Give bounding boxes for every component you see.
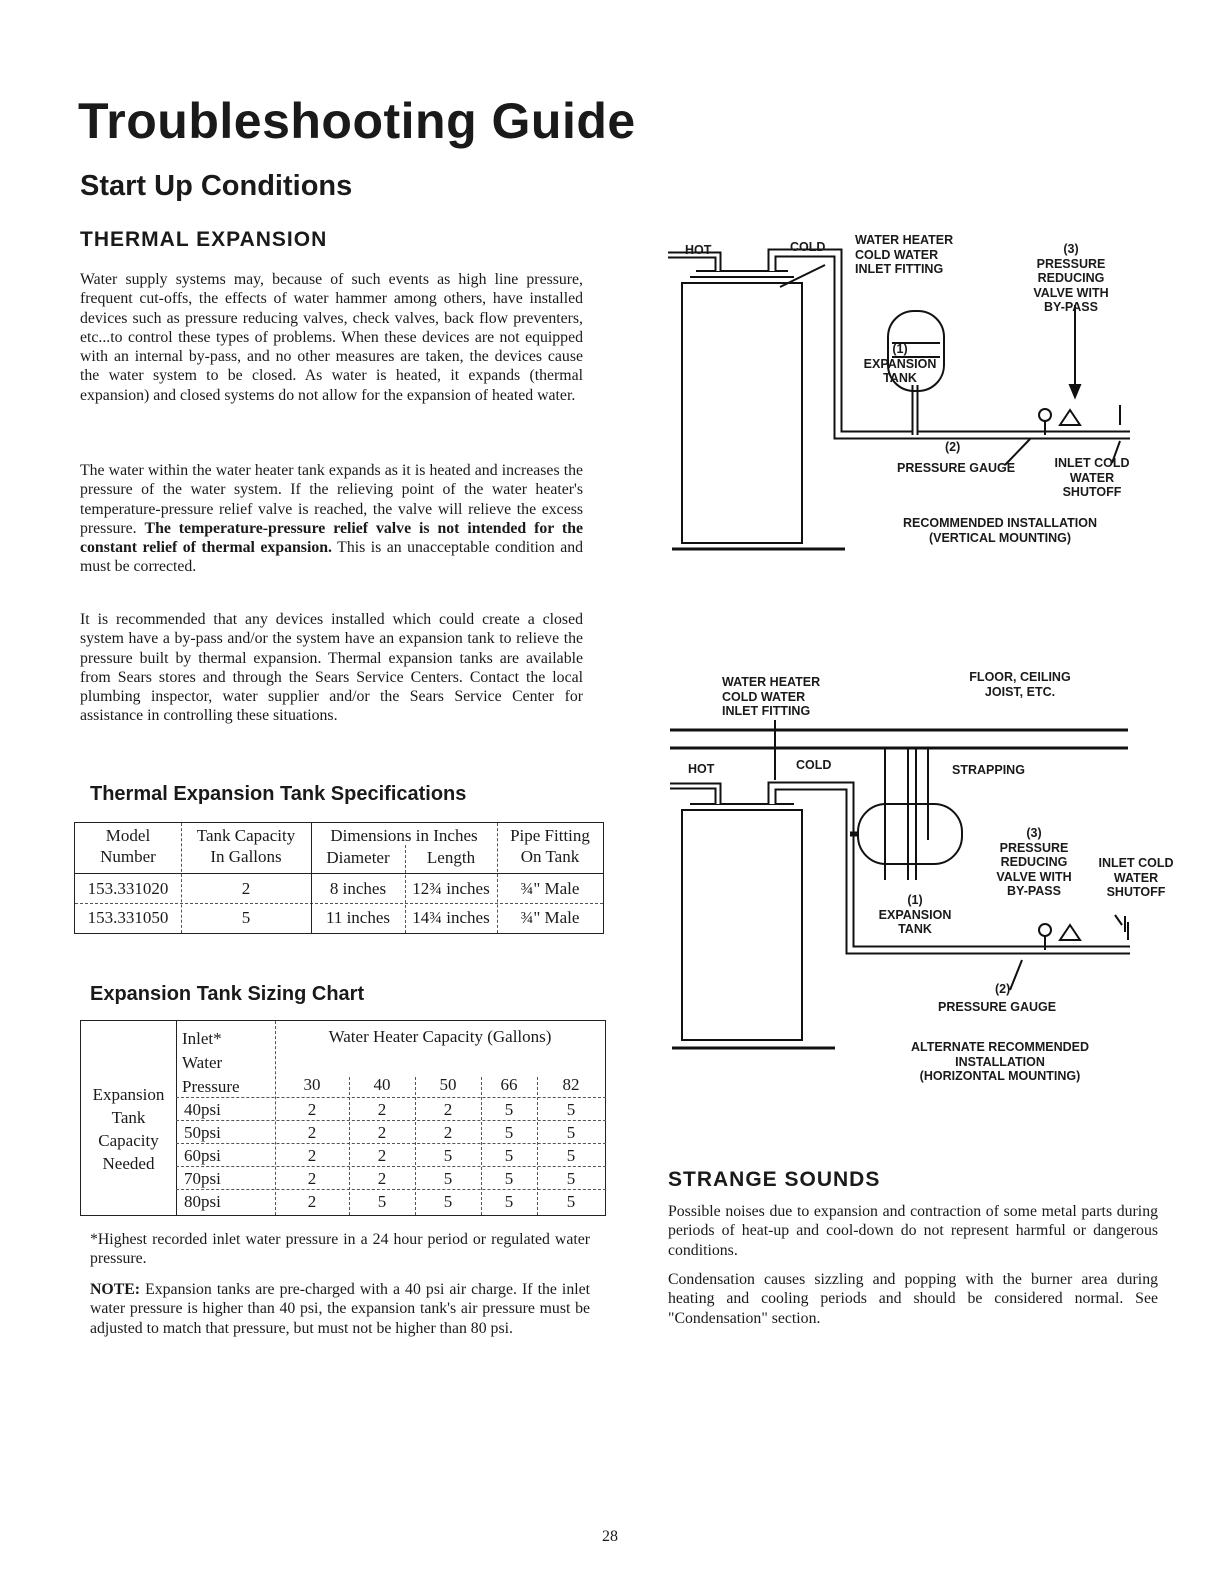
vertical-tank-line-1: (1) [892, 342, 908, 356]
sizing-row-label-3: Capacity [98, 1131, 159, 1150]
sizing-row-label-4: Needed [102, 1154, 155, 1173]
sizing-value-cell: 5 [443, 1169, 453, 1188]
horizontal-prv-line-3: REDUCING [1000, 855, 1068, 869]
sizing-capacity-40: 40 [373, 1075, 391, 1094]
sizing-pressure-cell: 60psi [184, 1146, 221, 1165]
spec-row-1-diameter: 8 inches [329, 879, 387, 898]
vertical-inlet-fitting-line-2: COLD WATER [855, 247, 939, 262]
spec-row-1-model: 153.331020 [87, 879, 169, 898]
thermal-expansion-paragraph-3: It is recommended that any devices installed which could create a closed system have a by-pass and/or the system have an expansion tank to relieve the pressure built by thermal expansion. Thermal expansion tanks are available from Sears stores and through the Sears Service Centers. Contact the local plumbing inspector, water supplier and/or the Sears Service Center for assistance in controlling these situations. [80, 611, 583, 725]
horizontal-shutoff-line-1: INLET COLD [1098, 856, 1174, 870]
sizing-pressure-cell: 40psi [184, 1100, 221, 1119]
sizing-capacity-30: 30 [303, 1075, 321, 1094]
sizing-value-cell: 2 [307, 1146, 317, 1165]
vertical-inlet-fitting-line-1: WATER HEATER [855, 233, 954, 247]
sizing-pressure-cell: 70psi [184, 1169, 221, 1188]
spec-row-1-fitting: ¾" Male [520, 879, 580, 898]
sizing-value-cell: 5 [504, 1100, 514, 1119]
horizontal-water-heater-tank [682, 810, 802, 1040]
vertical-shutoff-line-1: INLET COLD [1054, 456, 1130, 470]
sizing-value-cell: 5 [377, 1192, 387, 1211]
horizontal-prv-line-4: VALVE WITH [996, 869, 1072, 884]
horizontal-prv-label [990, 826, 1078, 899]
spec-header-diameter: Diameter [326, 848, 390, 867]
strange-sounds-paragraph-1: Possible noises due to expansion and contraction of some metal parts during periods of heat-up and cool-down do not represent harmful or dangerous conditions. [668, 1203, 1158, 1259]
sizing-value-cell: 5 [566, 1123, 576, 1142]
sizing-chart-title: Expansion Tank Sizing Chart [90, 983, 365, 1005]
spec-header-dimensions: Dimensions in Inches [330, 826, 478, 845]
spec-header-model-2: Number [100, 847, 156, 866]
vertical-prv-label [1016, 242, 1126, 315]
vertical-gauge-number: (2) [945, 440, 961, 454]
sizing-value-cell: 2 [307, 1169, 317, 1188]
horizontal-caption-line-1: ALTERNATE RECOMMENDED [910, 1040, 1089, 1054]
horizontal-tank-line-3: TANK [898, 922, 932, 936]
sizing-inlet-header-1: Inlet* [182, 1029, 222, 1048]
horizontal-floor-line-2: JOIST, ETC. [984, 684, 1056, 699]
spec-row-2-fitting: ¾" Male [520, 908, 580, 927]
spec-header-capacity-1: Tank Capacity [196, 826, 296, 845]
section-title: Start Up Conditions [80, 170, 353, 202]
vertical-shutoff-line-2: WATER [1069, 470, 1115, 485]
horizontal-gauge-label: PRESSURE GAUGE [938, 1000, 1057, 1014]
horizontal-floor-label [955, 670, 1085, 699]
sizing-chart [80, 1020, 606, 1216]
vertical-shutoff-line-3: SHUTOFF [1062, 485, 1122, 499]
sizing-footnote: *Highest recorded inlet water pressure in a 24 hour period or regulated water pressure. [90, 1231, 590, 1268]
vertical-cold-label: COLD [790, 240, 826, 254]
sizing-value-cell: 2 [377, 1146, 387, 1165]
vertical-tank-line-3: TANK [883, 371, 917, 385]
horizontal-inlet-fitting-line-3: INLET FITTING [722, 704, 811, 718]
thermal-expansion-heading: THERMAL EXPANSION [80, 228, 328, 251]
spec-row-1-capacity: 2 [241, 879, 251, 898]
sizing-value-cell: 5 [443, 1146, 453, 1165]
sizing-value-cell: 5 [566, 1192, 576, 1211]
horizontal-shutoff-label [1088, 856, 1184, 900]
sizing-inlet-header-3: Pressure [182, 1077, 240, 1096]
sizing-pressure-cell: 80psi [184, 1192, 221, 1211]
note-text: Expansion tanks are pre-charged with a 40 psi air charge. If the inlet water pressure is higher than 40 psi, the expansion tank's air pressure must be adjusted to match that pressure, but must not be higher than 80 psi. [90, 1281, 591, 1337]
sizing-value-cell: 2 [307, 1123, 317, 1142]
horizontal-prv-line-2: PRESSURE [999, 840, 1069, 855]
vertical-prv-line-1: (3) [1063, 242, 1079, 256]
sizing-value-cell: 2 [443, 1100, 453, 1119]
sizing-value-cell: 5 [566, 1169, 576, 1188]
spec-row-1-length: 12¾ inches [412, 879, 490, 898]
sizing-value-cell: 2 [377, 1100, 387, 1119]
spec-header-length: Length [426, 848, 476, 867]
horizontal-hot-label: HOT [688, 762, 715, 776]
horizontal-inlet-fitting-label [722, 675, 820, 719]
sizing-note [90, 1280, 590, 1338]
spec-table-title: Thermal Expansion Tank Specifications [90, 783, 467, 805]
horizontal-cold-label: COLD [796, 758, 832, 772]
vertical-caption [870, 516, 1130, 545]
vertical-prv-line-5: BY-PASS [1044, 300, 1098, 314]
note-label: NOTE: [90, 1281, 141, 1298]
spec-header-capacity-2: In Gallons [210, 847, 282, 866]
sizing-value-cell: 2 [443, 1123, 453, 1142]
spec-row-2-capacity: 5 [241, 908, 251, 927]
horizontal-caption-line-2: INSTALLATION [955, 1054, 1045, 1069]
horizontal-inlet-fitting-line-2: COLD WATER [722, 689, 806, 704]
water-heater-tank [682, 283, 802, 543]
sizing-value-cell: 5 [566, 1100, 576, 1119]
sizing-capacity-66: 66 [500, 1075, 518, 1094]
horizontal-shutoff-line-2: WATER [1113, 870, 1159, 885]
vertical-caption-line-2: (VERTICAL MOUNTING) [928, 530, 1072, 545]
thermal-expansion-paragraph-2 [80, 461, 583, 577]
horizontal-caption [880, 1040, 1120, 1084]
vertical-prv-line-2: PRESSURE [1036, 256, 1106, 271]
paragraph-2-text-b: This is an unacceptable condition and must be corrected. [80, 539, 583, 576]
vertical-gauge-label: PRESSURE GAUGE [897, 461, 1016, 475]
sizing-value-cell: 2 [377, 1169, 387, 1188]
spec-header-fitting-2: On Tank [520, 847, 580, 866]
sizing-capacity-header: Water Heater Capacity (Gallons) [328, 1027, 552, 1046]
vertical-prv-line-4: VALVE WITH [1033, 285, 1109, 300]
sizing-value-cell: 5 [566, 1146, 576, 1165]
sizing-capacity-82: 82 [562, 1075, 580, 1094]
paragraph-2-text-a: The water within the water heater tank expands as it is heated and increases the pressure of the water system. If the relieving point of the water heater's temperature-pressure relief valve is reached, the valve will relieve the excess pressure. [80, 462, 583, 537]
vertical-prv-line-3: REDUCING [1037, 271, 1105, 285]
sizing-value-cell: 5 [443, 1192, 453, 1211]
horizontal-caption-line-3: (HORIZONTAL MOUNTING) [919, 1069, 1081, 1083]
paragraph-2-bold-warning: The temperature-pressure relief valve is not intended for the constant relief of thermal expansion. [80, 519, 583, 557]
spec-header-fitting-1: Pipe Fitting [510, 826, 590, 845]
horizontal-strapping-label: STRAPPING [952, 763, 1025, 777]
spec-row-2-model: 153.331050 [87, 908, 169, 927]
horizontal-expansion-tank-label [870, 893, 960, 937]
sizing-capacity-50: 50 [439, 1075, 457, 1094]
horizontal-floor-line-1: FLOOR, CEILING [969, 670, 1071, 684]
horizontal-tank-line-2: EXPANSION [878, 907, 952, 922]
vertical-shutoff-label [1042, 456, 1142, 500]
horizontal-inlet-fitting-line-1: WATER HEATER [722, 675, 821, 689]
spec-row-2-length: 14¾ inches [412, 908, 490, 927]
spec-table [74, 822, 604, 934]
strange-sounds-heading: STRANGE SOUNDS [668, 1168, 881, 1191]
horizontal-expansion-tank [858, 804, 962, 864]
sizing-value-cell: 5 [504, 1192, 514, 1211]
vertical-inlet-fitting-line-3: INLET FITTING [855, 262, 944, 276]
horizontal-prv-line-1: (3) [1026, 826, 1042, 840]
sizing-row-label-1: Expansion [92, 1085, 165, 1104]
sizing-value-cell: 2 [377, 1123, 387, 1142]
vertical-inlet-fitting-label [855, 233, 953, 277]
spec-row-2-diameter: 11 inches [325, 908, 391, 927]
sizing-value-cell: 2 [307, 1100, 317, 1119]
page-number: 28 [602, 1528, 618, 1545]
sizing-pressure-cell: 50psi [184, 1123, 221, 1142]
sizing-row-label-2: Tank [111, 1108, 146, 1127]
sizing-value-cell: 5 [504, 1123, 514, 1142]
sizing-value-cell: 5 [504, 1169, 514, 1188]
page-title: Troubleshooting Guide [78, 93, 636, 149]
horizontal-gauge-number: (2) [995, 982, 1011, 996]
spec-header-model-1: Model [105, 826, 151, 845]
vertical-hot-label: HOT [685, 243, 712, 257]
vertical-expansion-tank-label [855, 342, 945, 386]
sizing-value-cell: 2 [307, 1192, 317, 1211]
strange-sounds-paragraph-2: Condensation causes sizzling and popping with the burner area during heating and cooling periods and should be considered normal. See "Condensation" section. [668, 1271, 1158, 1327]
thermal-expansion-paragraph-1: Water supply systems may, because of such events as high line pressure, frequent cut-offs, the effects of water hammer among others, have installed devices such as pressure reducing valves, check valves, back flow preventers, etc...to control these types of problems. When these devices are not equipped with an internal by-pass, and no other measures are taken, the devices cause the water system to be closed. As water is heated, it expands (thermal expansion) and closed systems do not allow for the expansion of heated water. [80, 271, 583, 404]
vertical-caption-line-1: RECOMMENDED INSTALLATION [903, 516, 1097, 530]
horizontal-shutoff-line-3: SHUTOFF [1106, 885, 1166, 899]
vertical-tank-line-2: EXPANSION [863, 356, 937, 371]
sizing-inlet-header-2: Water [182, 1053, 223, 1072]
horizontal-prv-line-5: BY-PASS [1007, 884, 1061, 898]
sizing-value-cell: 5 [504, 1146, 514, 1165]
horizontal-tank-line-1: (1) [907, 893, 923, 907]
